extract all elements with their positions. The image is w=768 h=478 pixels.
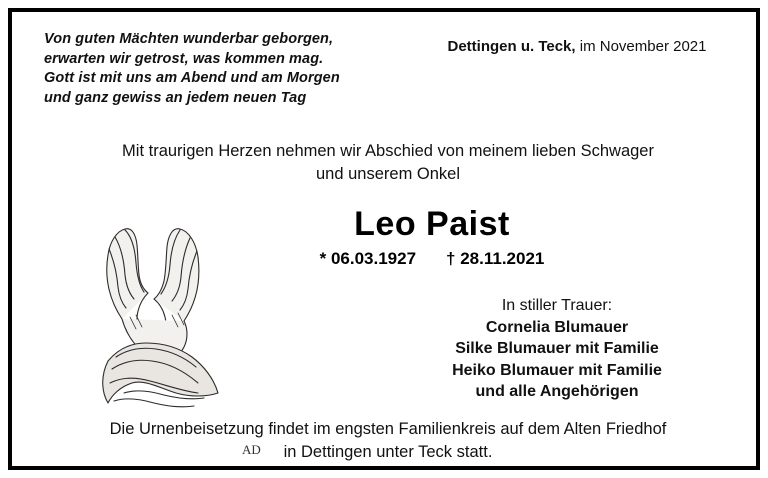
place-label: Dettingen u. Teck, (447, 38, 576, 55)
closing-line-2: in Dettingen unter Teck statt. (283, 443, 493, 461)
deceased-name: Leo Paist (354, 205, 510, 243)
mourner-4: und alle Angehörigen (475, 383, 639, 400)
intro-line-1: Mit traurigen Herzen nehmen wir Abschied von meinem lieben Schwager (122, 142, 654, 160)
date-label: im November 2021 (575, 38, 707, 55)
closing-text (52, 418, 724, 464)
mourner-1: Cornelia Blumauer (485, 318, 629, 336)
intro-line-2: und unserem Onkel (316, 165, 460, 183)
mourners-lead: In stiller Trauer: (501, 297, 613, 314)
intro-text (52, 140, 724, 186)
praying-hands-icon (64, 197, 254, 412)
mourners-block (367, 295, 747, 403)
praying-hands-illustration (64, 197, 261, 457)
verse-line-1: Von guten Mächten wunderbar geborgen, (44, 31, 334, 47)
mourner-2: Silke Blumauer mit Familie (455, 340, 659, 357)
obituary-content (12, 12, 756, 466)
life-dates (222, 249, 642, 269)
verse-line-4: und ganz gewiss an jedem neuen Tag (44, 89, 307, 106)
verse-line-2: erwarten wir getrost, was kommen mag. (44, 50, 324, 67)
place-date-line (412, 38, 742, 55)
obituary-border (8, 8, 760, 470)
closing-line-1: Die Urnenbeisetzung findet im engsten Familienkreis auf dem Alten Friedhof (109, 420, 667, 438)
birth-date: * 06.03.1927 (319, 249, 417, 268)
mourner-3: Heiko Blumauer mit Familie (452, 361, 662, 379)
verse-line-3: Gott ist mit uns am Abend und am Morgen (44, 70, 340, 86)
death-date: † 28.11.2021 (446, 249, 545, 268)
artist-monogram: AD (242, 442, 261, 457)
verse-block (44, 30, 374, 108)
